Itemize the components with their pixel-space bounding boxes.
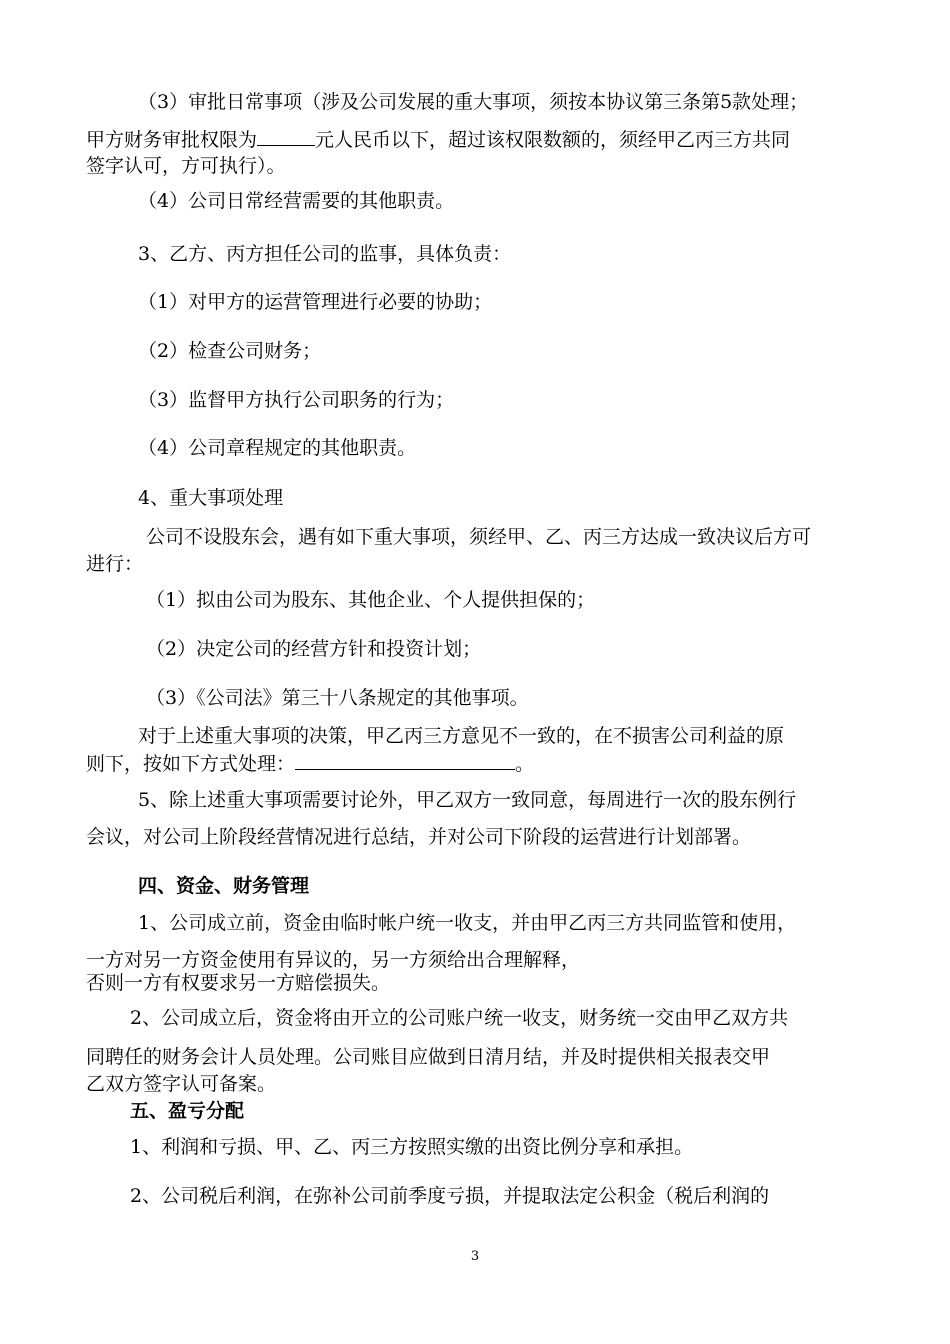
paragraph-line: 同聘任的财务会计人员处理。公司账目应做到日清月结，并及时提供相关报表交甲: [86, 1046, 771, 1068]
paragraph-line: 对于上述重大事项的决策，甲乙丙三方意见不一致的，在不损害公司利益的原: [138, 725, 785, 747]
paragraph-line: 2、公司税后利润，在弥补公司前季度亏损，并提取法定公积金（税后利润的: [130, 1185, 770, 1207]
paragraph-line: （4）公司章程规定的其他职责。: [138, 437, 417, 459]
section-title: 四、资金、财务管理: [138, 875, 310, 897]
section-heading: 4、重大事项处理: [138, 487, 284, 509]
page-number: 3: [470, 1249, 480, 1264]
paragraph-line: [86, 127, 876, 152]
text-segment: 元人民币以下，超过该权限数额的，须经甲乙丙三方共同: [315, 129, 791, 151]
text-segment: 。: [515, 753, 535, 775]
paragraph-line: 1、公司成立前，资金由临时帐户统一收支，并由甲乙丙三方共同监管和使用，: [138, 912, 797, 934]
paragraph-line: 一方对另一方资金使用有异议的，另一方须给出合理解释，: [86, 949, 581, 971]
section-title: 五、盈亏分配: [130, 1100, 245, 1122]
paragraph-line: 3、乙方、丙方担任公司的监事，具体负责：: [138, 243, 512, 265]
paragraph-line: （3）审批日常事项（涉及公司发展的重大事项，须按本协议第三条第5款处理；: [138, 91, 809, 113]
paragraph-line: 乙双方签字认可备案。: [86, 1073, 277, 1095]
paragraph-line: （2）决定公司的经营方针和投资计划；: [146, 638, 482, 660]
paragraph-line: 5、除上述重大事项需要讨论外，甲乙双方一致同意，每周进行一次的股东例行: [138, 789, 797, 811]
paragraph-line: （3）《公司法》第三十八条规定的其他事项。: [146, 687, 529, 709]
paragraph-line: [86, 751, 876, 776]
paragraph-line: 进行：: [86, 553, 144, 575]
paragraph-line: （2）检查公司财务；: [138, 340, 322, 362]
fill-in-blank: [257, 127, 315, 146]
fill-in-blank: [295, 751, 515, 770]
paragraph-line: 2、公司成立后，资金将由开立的公司账户统一收支，财务统一交由甲乙双方共: [130, 1007, 789, 1029]
paragraph-line: 否则一方有权要求另一方赔偿损失。: [86, 972, 391, 994]
text-segment: 甲方财务审批权限为: [86, 129, 258, 151]
paragraph-line: 公司不设股东会，遇有如下重大事项，须经甲、乙、丙三方达成一致决议后方可: [146, 526, 812, 548]
paragraph-line: （3）监督甲方执行公司职务的行为；: [138, 389, 455, 411]
paragraph-line: 会议，对公司上阶段经营情况进行总结，并对公司下阶段的运营进行计划部署。: [86, 826, 752, 848]
paragraph-line: （4）公司日常经营需要的其他职责。: [138, 190, 455, 212]
paragraph-line: （1）对甲方的运营管理进行必要的协助；: [138, 291, 493, 313]
paragraph-line: 签字认可，方可执行）。: [86, 155, 286, 177]
paragraph-line: （1）拟由公司为股东、其他企业、个人提供担保的；: [146, 589, 596, 611]
paragraph-line: 1、利润和亏损、甲、乙、丙三方按照实缴的出资比例分享和承担。: [130, 1136, 694, 1158]
text-segment: 则下，按如下方式处理：: [86, 753, 296, 775]
